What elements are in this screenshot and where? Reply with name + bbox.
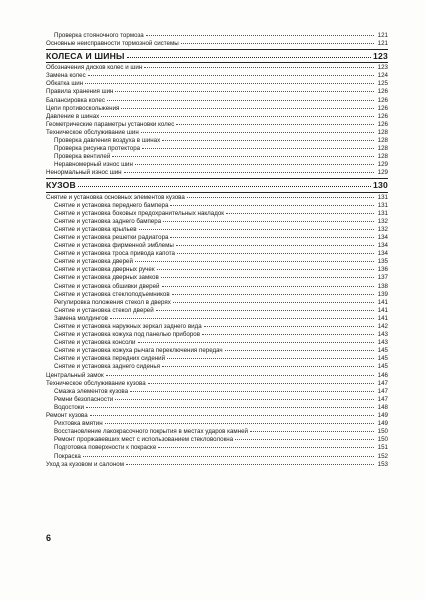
dot-leader (86, 406, 374, 408)
section-title: КУЗОВ (46, 180, 76, 190)
entry-page-number: 129 (377, 169, 388, 177)
entry-title: Снятие и установка дверей (54, 258, 133, 266)
dot-leader (157, 268, 374, 270)
dot-leader (135, 163, 374, 165)
dot-leader (167, 357, 374, 359)
entry-title: Снятие и установка консоли (54, 339, 136, 347)
entry-page-number: 138 (377, 282, 388, 290)
entry-title: Проверка давления воздуха в шинах (54, 137, 161, 145)
toc-entry[interactable] (46, 436, 388, 444)
entry-title: Техническое обслуживание шин (46, 128, 139, 136)
entry-page-number: 148 (377, 403, 388, 411)
entry-title: Снятие и установка заднего сиденья (54, 363, 160, 371)
toc-entry[interactable] (46, 226, 388, 234)
dot-leader (162, 139, 374, 141)
dot-leader (121, 107, 374, 109)
entry-page-number: 135 (377, 258, 388, 266)
toc-entry[interactable] (46, 347, 388, 355)
entry-page-number: 150 (377, 428, 388, 436)
entry-title: Покраска (54, 452, 81, 460)
entry-page-number: 142 (377, 323, 388, 330)
toc-entry[interactable] (46, 202, 388, 210)
entry-title: Ремонт кузова (46, 412, 88, 420)
entry-page-number: 128 (377, 145, 388, 153)
toc-entry[interactable] (46, 420, 388, 428)
dot-leader (177, 252, 374, 254)
entry-title: Геометрические параметры установки колес (46, 120, 175, 128)
entry-title: Снятие и установка троса привода капота (54, 250, 175, 258)
section-rule (46, 192, 388, 193)
entry-title: Техническое обслуживание кузова (46, 379, 146, 387)
toc-entry[interactable] (46, 169, 388, 177)
toc-entry[interactable] (46, 283, 388, 291)
entry-title: Рихтовка вмятин (54, 420, 103, 428)
dot-leader (112, 155, 374, 157)
dot-leader (127, 56, 371, 58)
dot-leader (148, 382, 374, 384)
toc-entry[interactable] (46, 453, 388, 461)
entry-title: Снятие и установка боковых предохранительных накладок (54, 209, 224, 217)
entry-title: Снятие и установка кожуха рычага переключения передач (54, 347, 223, 355)
dot-leader (78, 185, 371, 187)
toc-entry[interactable] (46, 242, 388, 250)
toc-entry[interactable] (46, 323, 388, 331)
entry-page-number: 121 (377, 40, 388, 48)
entry-title: Проверка стояночного тормоза (54, 32, 144, 39)
entry-title: Снятие и установка заднего бампера (54, 217, 162, 225)
entry-title: Снятие и установка крыльев (54, 225, 137, 233)
dot-leader (187, 196, 374, 198)
entry-page-number: 128 (377, 137, 388, 145)
entry-title: Ненормальный износ шин (46, 169, 122, 177)
dot-leader (162, 285, 374, 287)
dot-leader (83, 455, 374, 457)
dot-leader (135, 260, 374, 262)
dot-leader (250, 430, 374, 432)
toc-entry[interactable] (46, 388, 388, 396)
toc-entry[interactable] (46, 121, 388, 129)
entry-page-number: 150 (377, 436, 388, 444)
toc-entry[interactable] (46, 105, 388, 113)
toc-entry[interactable] (46, 250, 388, 258)
table-of-contents (46, 32, 388, 469)
entry-title: Снятие и установка решетки радиатора (54, 233, 169, 241)
entry-title: Снятие и установка обшивки дверей (54, 282, 160, 290)
toc-entry[interactable] (46, 299, 388, 307)
entry-page-number: 131 (377, 193, 388, 201)
entry-title: Смазка элементов кузова (54, 387, 129, 395)
entry-title: Снятие и установка наружных зеркал заднего вида (54, 323, 202, 330)
entry-title: Снятие и установка фирменной эмблемы (54, 242, 174, 250)
toc-entry[interactable] (46, 396, 388, 404)
toc-entry[interactable] (46, 97, 388, 105)
entry-title: Снятие и установка дверных ручек (54, 266, 155, 274)
entry-title: Снятие и установка стекол дверей (54, 306, 154, 314)
toc-entry[interactable] (46, 64, 388, 72)
entry-page-number: 139 (377, 290, 388, 298)
dot-leader (106, 374, 374, 376)
entry-title: Давление в шинах (46, 112, 100, 120)
toc-entry[interactable] (46, 218, 388, 226)
entry-page-number: 128 (377, 153, 388, 161)
entry-page-number: 153 (377, 460, 388, 468)
entry-title: Регулировка положения стекол в дверях (54, 298, 171, 306)
entry-page-number: 145 (377, 347, 388, 355)
entry-page-number: 141 (377, 298, 388, 306)
entry-page-number: 126 (377, 120, 388, 128)
dot-leader (107, 99, 374, 101)
toc-entry[interactable] (46, 428, 388, 436)
entry-page-number: 149 (377, 420, 388, 428)
entry-page-number: 145 (377, 355, 388, 363)
entry-page-number: 143 (377, 339, 388, 347)
section-rule (46, 49, 388, 50)
dot-leader (146, 34, 374, 36)
entry-title: Замена молдингов (54, 314, 108, 322)
entry-page-number: 130 (373, 180, 388, 190)
dot-leader (139, 228, 375, 230)
dot-leader (101, 115, 374, 117)
toc-entry[interactable] (46, 145, 388, 153)
toc-entry[interactable] (46, 113, 388, 121)
entry-title: Обозначения дисков колес и шин (46, 64, 143, 72)
entry-title: Снятие и установка переднего бампера (54, 201, 169, 209)
entry-page-number: 143 (377, 331, 388, 339)
dot-leader (176, 123, 374, 125)
entry-page-number: 126 (377, 104, 388, 112)
dot-leader (115, 90, 374, 92)
entry-title: Снятие и установка кожуха под панелью приборов (54, 331, 200, 339)
entry-page-number: 147 (377, 387, 388, 395)
dot-leader (90, 414, 374, 416)
dot-leader (85, 82, 374, 84)
dot-leader (126, 463, 374, 465)
dot-leader (130, 390, 374, 392)
toc-entry[interactable] (46, 80, 388, 88)
toc-entry[interactable] (46, 72, 388, 80)
toc-entry[interactable] (46, 331, 388, 339)
entry-title: Правила хранения шин (46, 88, 114, 96)
entry-page-number: 128 (377, 128, 388, 136)
entry-title: Восстановление лакокрасочного покрытия в местах ударов камней (54, 428, 248, 436)
entry-page-number: 131 (377, 201, 388, 209)
toc-entry[interactable] (46, 88, 388, 96)
entry-title: Ремни безопасности (54, 395, 114, 403)
dot-leader (158, 446, 374, 448)
entry-title: Обкатка шин (46, 80, 84, 88)
dot-leader (181, 42, 374, 44)
entry-page-number: 126 (377, 96, 388, 104)
entry-page-number: 146 (377, 371, 388, 379)
entry-title: Замена колес (46, 72, 86, 80)
toc-entry[interactable] (46, 355, 388, 363)
entry-page-number: 151 (377, 444, 388, 452)
entry-page-number: 132 (377, 217, 388, 225)
toc-entry[interactable] (46, 404, 388, 412)
dot-leader (161, 276, 374, 278)
toc-entry[interactable] (46, 444, 388, 452)
toc-entry[interactable] (46, 291, 388, 299)
entry-title: Уход за кузовом и салоном (46, 460, 124, 468)
entry-page-number: 132 (377, 225, 388, 233)
toc-entry[interactable] (46, 266, 388, 274)
toc-entry[interactable] (46, 315, 388, 323)
entry-page-number: 129 (377, 161, 388, 169)
dot-leader (124, 171, 374, 173)
dot-leader (225, 349, 374, 351)
entry-title: Снятие и установка дверных замков (54, 274, 159, 282)
entry-title: Центральный замок (46, 371, 104, 379)
entry-page-number: 123 (373, 50, 388, 61)
dot-leader (141, 131, 374, 133)
entry-page-number: 137 (377, 274, 388, 282)
entry-title: Снятие и установка стеклоподъемников (54, 290, 170, 298)
toc-entry[interactable] (46, 137, 388, 145)
entry-page-number: 126 (377, 112, 388, 120)
toc-section-heading[interactable] (46, 51, 388, 62)
toc-entry[interactable] (46, 161, 388, 169)
dot-leader (170, 204, 374, 206)
entry-page-number: 134 (377, 233, 388, 241)
dot-leader (172, 293, 374, 295)
entry-page-number: 152 (377, 452, 388, 460)
toc-entry[interactable] (46, 372, 388, 380)
toc-entry[interactable] (46, 339, 388, 347)
entry-title: Водостоки (54, 403, 84, 411)
toc-entry[interactable] (46, 40, 388, 48)
entry-page-number: 124 (377, 72, 388, 80)
entry-page-number: 125 (377, 80, 388, 88)
entry-page-number: 126 (377, 88, 388, 96)
toc-section-heading[interactable] (46, 180, 388, 191)
entry-title: Цепи противоскольжения (46, 104, 120, 112)
entry-page-number: 123 (377, 64, 388, 72)
entry-page-number: 141 (377, 314, 388, 322)
toc-entry[interactable] (46, 461, 388, 469)
toc-entry[interactable] (46, 258, 388, 266)
entry-title: Проверка рисунка протектора (54, 145, 141, 153)
entry-title: Неравномерный износ шин (54, 161, 133, 169)
toc-entry[interactable] (46, 129, 388, 137)
dot-leader (176, 244, 374, 246)
dot-leader (162, 365, 374, 367)
entry-page-number: 147 (377, 379, 388, 387)
entry-page-number: 141 (377, 306, 388, 314)
entry-title: Снятие и установка основных элементов кузова (46, 193, 185, 201)
dot-leader (144, 66, 374, 68)
toc-entry[interactable] (46, 412, 388, 420)
entry-page-number: 147 (377, 395, 388, 403)
toc-entry[interactable] (46, 153, 388, 161)
page-number: 6 (46, 533, 52, 543)
dot-leader (173, 301, 374, 303)
toc-entry[interactable] (46, 380, 388, 388)
toc-entry[interactable] (46, 210, 388, 218)
dot-leader (88, 74, 374, 76)
entry-title: Балансировка колес (46, 96, 105, 104)
toc-entry[interactable] (46, 234, 388, 242)
entry-page-number: 136 (377, 266, 388, 274)
dot-leader (110, 317, 374, 319)
entry-page-number: 134 (377, 242, 388, 250)
entry-title: Ремонт проржавевших мест с использованием стекловолокна (54, 436, 234, 444)
entry-page-number: 145 (377, 363, 388, 371)
toc-entry[interactable] (46, 363, 388, 371)
entry-title: Проверка вентилей (54, 153, 111, 161)
entry-page-number: 131 (377, 209, 388, 217)
section-rule (46, 178, 388, 179)
dot-leader (202, 333, 374, 335)
dot-leader (235, 438, 374, 440)
section-rule (46, 62, 388, 63)
entry-page-number: 134 (377, 250, 388, 258)
dot-leader (156, 309, 374, 311)
dot-leader (204, 325, 374, 327)
dot-leader (105, 422, 374, 424)
dot-leader (163, 220, 374, 222)
dot-leader (138, 341, 374, 343)
dot-leader (170, 236, 374, 238)
entry-title: Основные неисправности тормозной системы (46, 40, 179, 48)
entry-title: Подготовка поверхности к покраске (54, 444, 157, 452)
entry-page-number: 121 (377, 32, 388, 39)
toc-entry[interactable] (46, 274, 388, 282)
toc-entry[interactable] (46, 194, 388, 202)
dot-leader (226, 212, 374, 214)
section-title: КОЛЕСА И ШИНЫ (46, 50, 125, 61)
dot-leader (115, 398, 374, 400)
toc-entry[interactable] (46, 32, 388, 40)
entry-title: Снятие и установка передних сидений (54, 355, 166, 363)
toc-entry[interactable] (46, 307, 388, 315)
dot-leader (142, 147, 374, 149)
entry-page-number: 149 (377, 412, 388, 420)
